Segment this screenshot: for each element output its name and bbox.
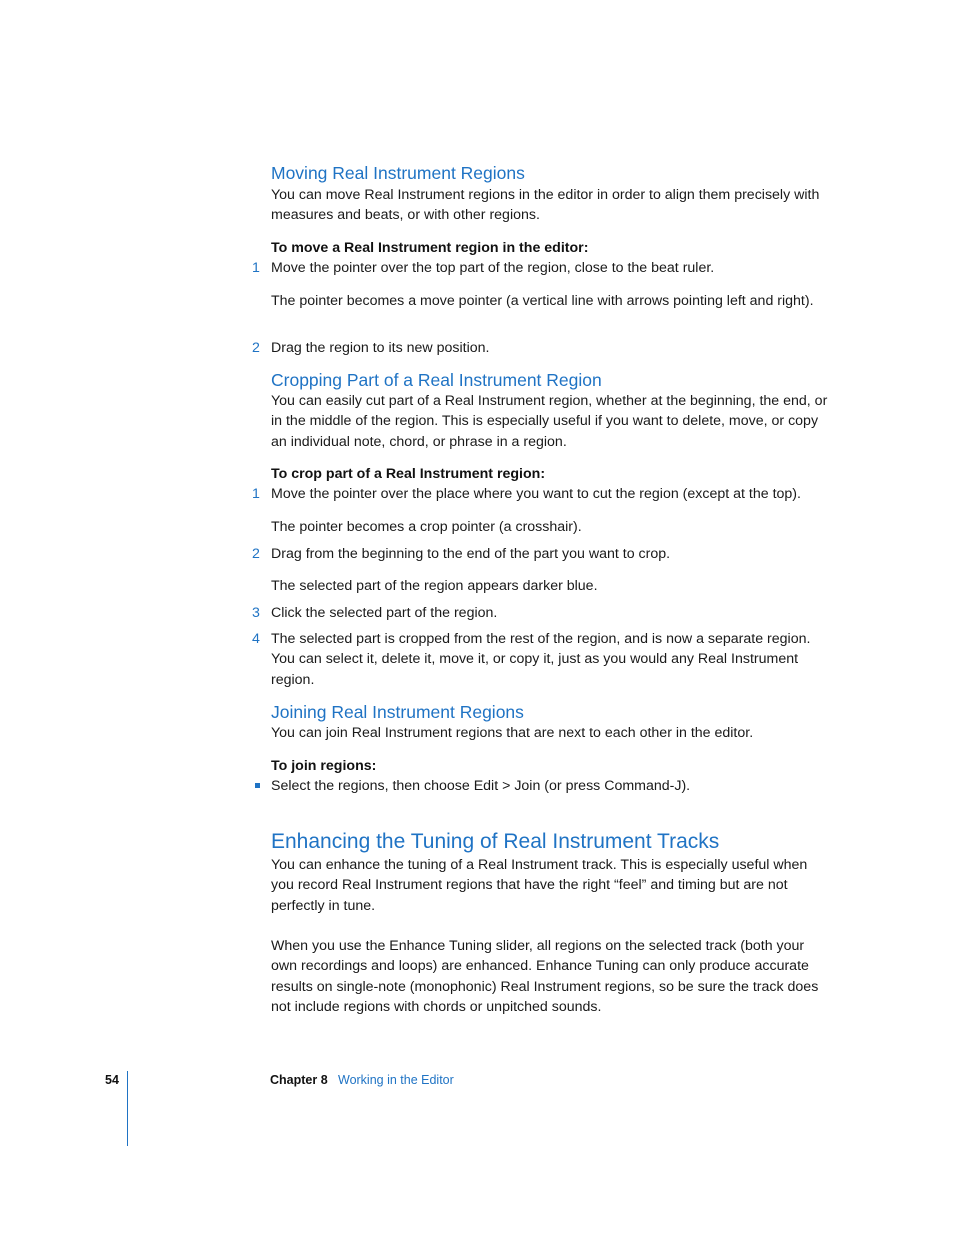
- footer-chapter-title: Working in the Editor: [338, 1073, 454, 1087]
- section-heading-moving: Moving Real Instrument Regions: [271, 163, 525, 183]
- bullet-marker: [255, 783, 260, 788]
- enhancing-paragraph-1: You can enhance the tuning of a Real Instrument track. This is especially useful when you record Real Instrument regions that have the right “feel” and timing but are not perfectly in tune.: [271, 857, 808, 914]
- cropping-step-3-number: 3: [252, 605, 260, 621]
- chapter-section-heading: Enhancing the Tuning of Real Instrument Tracks: [271, 830, 720, 853]
- cropping-step-2-number: 2: [252, 546, 260, 562]
- moving-lead: To move a Real Instrument region in the editor:: [271, 240, 589, 256]
- cropping-step-4-number: 4: [252, 631, 260, 647]
- cropping-step-2-note: The selected part of the region appears darker blue.: [271, 578, 598, 594]
- moving-step-1-text: Move the pointer over the top part of the region, close to the beat ruler.: [271, 260, 715, 276]
- joining-intro: You can join Real Instrument regions that are next to each other in the editor.: [271, 725, 754, 741]
- cropping-lead: To crop part of a Real Instrument region:: [271, 466, 546, 482]
- moving-step-2-text: Drag the region to its new position.: [271, 340, 490, 356]
- cropping-step-2-text: Drag from the beginning to the end of the part you want to crop.: [271, 546, 671, 562]
- cropping-intro: You can easily cut part of a Real Instrument region, whether at the beginning, the end, or in the middle of the region. This is especially useful if you want to delete, move, or copy an individual note, chord, or phrase in a region.: [271, 393, 828, 450]
- cropping-step-3-text: Click the selected part of the region.: [271, 605, 498, 621]
- cropping-step-4-text: The selected part is cropped from the rest of the region, and is now a separate region. You can select it, delete it, move it, or copy it, just as you would any Real Instrument region.: [271, 631, 811, 688]
- section-heading-joining: Joining Real Instrument Regions: [271, 702, 524, 722]
- joining-bullet-text: Select the regions, then choose Edit > Join (or press Command-J).: [271, 778, 691, 794]
- cropping-step-1-number: 1: [252, 486, 260, 502]
- cropping-step-1-note: The pointer becomes a crop pointer (a crosshair).: [271, 519, 582, 535]
- moving-step-1-number: 1: [252, 260, 260, 276]
- moving-intro: You can move Real Instrument regions in the editor in order to align them precisely with measures and beats, or with other regions.: [271, 187, 820, 224]
- section-heading-cropping: Cropping Part of a Real Instrument Region: [271, 370, 602, 390]
- footer-rule: [127, 1071, 128, 1146]
- enhancing-paragraph-2: When you use the Enhance Tuning slider, all regions on the selected track (both your own recordings and loops) are enhanced. Enhance Tuning can only produce accurate results on single-note (monophonic) Real Instrument regions, so be sure the track does not include regions with chords or unpitched sounds.: [271, 938, 819, 1016]
- footer-chapter-label: Chapter 8: [270, 1073, 328, 1087]
- cropping-step-1-text: Move the pointer over the place where you want to cut the region (except at the top).: [271, 486, 801, 502]
- moving-step-1-note: The pointer becomes a move pointer (a vertical line with arrows pointing left and right).: [271, 293, 814, 309]
- moving-step-2-number: 2: [252, 340, 260, 356]
- page-number: 54: [105, 1073, 119, 1087]
- joining-lead: To join regions:: [271, 758, 377, 774]
